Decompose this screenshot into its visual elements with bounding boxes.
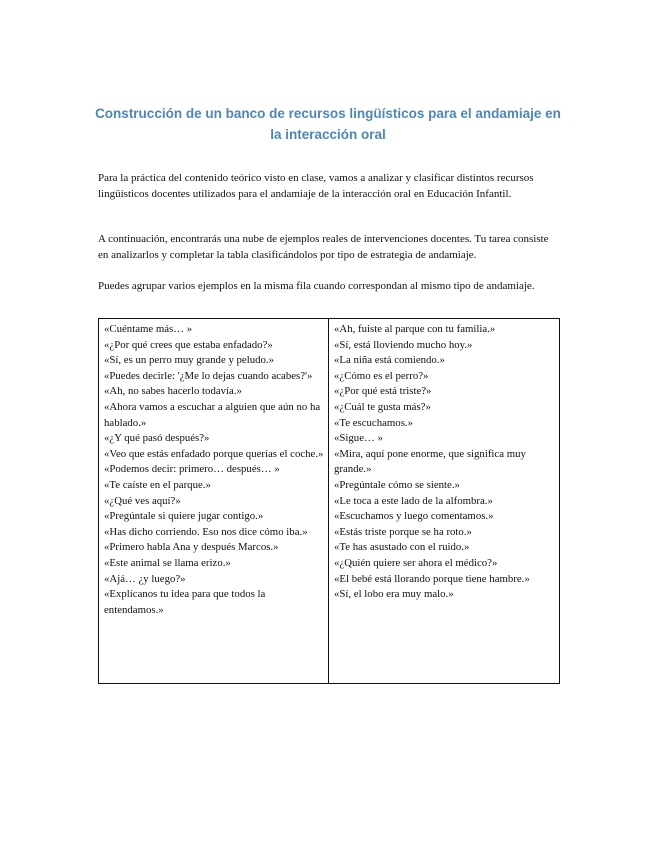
- example-item: «Ah, no sabes hacerlo todavía.»: [104, 385, 242, 398]
- example-item: «Sí, el lobo era muy malo.»: [334, 588, 454, 601]
- example-item: «Sí, está lloviendo mucho hoy.»: [334, 338, 473, 351]
- example-item: «Ah, fuiste al parque con tu familia.»: [334, 323, 496, 335]
- example-item: «Este animal se llama erizo.»: [104, 556, 231, 569]
- example-item: «Le toca a este lado de la alfombra.»: [334, 494, 493, 507]
- example-item: «Explícanos tu idea para que todos la entendamos.»: [104, 588, 266, 616]
- example-item: «Podemos decir: primero… después… »: [104, 463, 280, 476]
- example-item: «¿Quién quiere ser ahora el médico?»: [334, 556, 498, 569]
- example-item: «¿Cómo es el perro?»: [334, 369, 429, 382]
- example-item: «Te escuchamos.»: [334, 416, 413, 429]
- page-title: Construcción de un banco de recursos lingüísticos para el andamiaje en la interacción oral: [95, 106, 561, 142]
- example-item: «¿Por qué está triste?»: [334, 385, 432, 398]
- example-item: «Ajá… ¿y luego?»: [104, 572, 186, 585]
- example-item: «Sigue… »: [334, 432, 383, 445]
- examples-column-right: [329, 319, 559, 683]
- example-item: «¿Y qué pasó después?»: [104, 432, 210, 445]
- example-item: «Cuéntame más… »: [104, 323, 193, 335]
- example-item: «Pregúntale cómo se siente.»: [334, 478, 460, 491]
- example-item: «Sí, es un perro muy grande y peludo.»: [104, 354, 275, 367]
- example-item: «Puedes decirle: '¿Me lo dejas cuando acabes?'»: [104, 369, 313, 382]
- task-paragraph: A continuación, encontrarás una nube de ejemplos reales de intervenciones docentes. Tu tarea consiste en analizarlos y completar la tabla clasificándolos por tipo de estrategia de andamiaje.: [98, 233, 549, 261]
- intro-paragraph: Para la práctica del contenido teórico visto en clase, vamos a analizar y clasificar distintos recursos lingüísticos docentes utilizados para el andamiaje de la interacción oral en Educación Infantil.: [98, 172, 534, 200]
- example-item: «Veo que estás enfadado porque querías el coche.»: [104, 447, 324, 460]
- example-item: «¿Qué ves aquí?»: [104, 494, 181, 507]
- example-item: «Escuchamos y luego comentamos.»: [334, 510, 494, 523]
- example-item: «Mira, aquí pone enorme, que significa muy grande.»: [334, 447, 526, 476]
- example-item: «Primero habla Ana y después Marcos.»: [104, 541, 279, 554]
- example-item: «Pregúntale si quiere jugar contigo.»: [104, 510, 264, 523]
- examples-column-left: [99, 319, 329, 683]
- examples-table: [98, 318, 560, 684]
- example-item: «Te caíste en el parque.»: [104, 478, 211, 491]
- example-item: «Ahora vamos a escuchar a alguien que aún no ha hablado.»: [104, 400, 321, 429]
- example-item: «¿Por qué crees que estaba enfadado?»: [104, 338, 273, 351]
- example-item: «El bebé está llorando porque tiene hambre.»: [334, 572, 530, 585]
- example-item: «¿Cuál te gusta más?»: [334, 400, 431, 413]
- example-item: «Has dicho corriendo. Eso nos dice cómo iba.»: [104, 525, 308, 538]
- example-item: «La niña está comiendo.»: [334, 354, 445, 367]
- example-item: «Te has asustado con el ruido.»: [334, 541, 470, 554]
- example-item: «Estás triste porque se ha roto.»: [334, 525, 472, 538]
- grouping-paragraph: Puedes agrupar varios ejemplos en la misma fila cuando correspondan al mismo tipo de andamiaje.: [98, 280, 535, 292]
